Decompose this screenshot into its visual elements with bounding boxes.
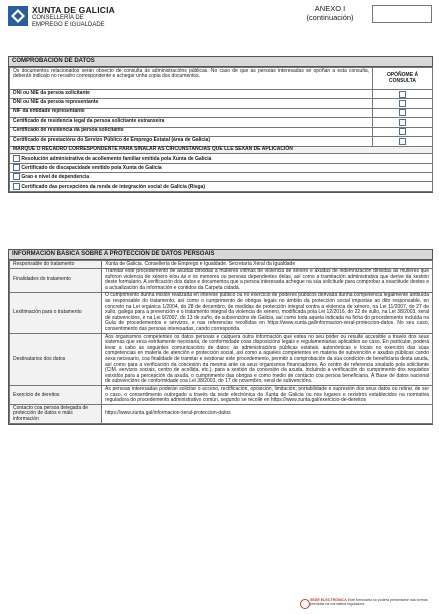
xunta-logo (8, 6, 28, 26)
opposition-checkbox[interactable] (399, 109, 406, 116)
row-text: Aos organismos competentes os datos persoais e calquera outra información que estea no seu poder ou resulte accesible a través dos seus sistemas que sexa estritamente necesaria, de conformidade coas disposicións legais e regulamentarias aplicables ao caso. En particular, poderá levar a cabo as seguintes comunicacións de datos: ás administracións públicas estatais, autonómicas e locais no exercicio das súas competencias en materia de atención e protección social, así como a aqueles competentes en materia de subvención e axudas públicas cando sexa necesario, coa finalidade de tramitar e xestionar este procedemento, permitir a comprobación da súa condición de beneficiaria desta axuda, así como para a verificación da concesión da mesma ante os seus organismos financiadores. Ao centro de referencia sinalado pola solicitante (CIM, servizos sociais, centro de acollida, etc.), para a xestión da concesión da axuda, incluíndo a verificación do cumprimento dos requisitos exixidos para a percepción da axuda, o cumprimento das obrigas e como medio de contacto coa persoa beneficiaria. Á Base de datos nacional de subvencións de conformidade coa Lei 38/2003, do 17 de novembro, xeral de subvencións. (102, 334, 433, 386)
data-check-section (8, 56, 433, 193)
data-protection-table (9, 260, 433, 424)
doc-item-label: NIF da entidade representante (10, 108, 373, 117)
circumstance-item (10, 172, 433, 181)
sede-label: SEDE ELECTRÓNICA (310, 598, 347, 602)
annex-heading (290, 4, 370, 22)
circumstance-label: Resolución administrativa de acollemento familiar emitida pola Xunta de Galicia (21, 155, 212, 162)
table-row (10, 108, 433, 117)
circumstance-item (10, 182, 433, 191)
row-text: https://www.xunta.gal/informacion-xeral-proteccion-datos (102, 405, 433, 424)
opposition-checkbox-cell (373, 99, 433, 108)
footer-note-text: Este formulario só poderá presentarse nas formas previstas na normativa reguladora (310, 598, 428, 607)
row-text: Xunta de Galicia. Consellería de Emprego e Igualdade. Secretaría Xeral da Igualdade (102, 261, 433, 269)
opposition-checkbox[interactable] (399, 91, 406, 98)
list-item (10, 154, 433, 163)
circumstances-header-row (10, 146, 433, 154)
data-check-title: COMPROBACIÓN DE DATOS (9, 57, 432, 67)
annex-subtitle: (continuación) (306, 13, 354, 22)
table-row (10, 386, 433, 405)
circumstance-checkbox[interactable] (13, 155, 20, 162)
row-label: Destinatarios dos datos (10, 334, 102, 386)
table-row (10, 118, 433, 127)
table-row (10, 261, 433, 269)
table-row (10, 127, 433, 136)
opposition-header: OPÓÑOME Á CONSULTA (373, 68, 433, 90)
table-row (10, 99, 433, 108)
opposition-checkbox-cell (373, 127, 433, 136)
list-item (10, 163, 433, 172)
opposition-checkbox[interactable] (399, 119, 406, 126)
circumstance-label: Certificado de discapacidade emitido pola Xunta de Galicia (21, 164, 162, 171)
doc-item-label: Certificado de prestacións do Servizo Público de Emprego Estatal (área de Galicia) (10, 137, 373, 146)
circumstance-checkbox[interactable] (13, 173, 20, 180)
table-row (10, 334, 433, 386)
doc-item-label: Certificado de residencia legal da persoa solicitante estranxeira (10, 118, 373, 127)
circumstances-header: MARQUE O RECADRO CORRESPONDENTE PARA SINALAR AS CIRCUNSTANCIAS QUE LLE SEXAN DE APLICACIÓN (10, 146, 433, 154)
data-protection-section (8, 249, 433, 425)
row-label: Contacto coa persoa delegada de protección de datos e máis información (10, 405, 102, 424)
circumstance-item (10, 154, 433, 163)
row-text: Tramitar este procedemento de axudas dirixidas a mulleres vítimas de violencia de xénero e axudas de indemnización dirixidas ás mulleres que sufriron violencia de xénero e/ou ás e os menores ou persoas dependentes delas, así como a tramitación administrativa que derive da xestión deste formulario. A verificación dos datos e documentos que a persoa interesada achegue na súa solicitude para comprobar a exactitude destes e a actualización da información e contidos da Carpeta cidadá. (102, 268, 433, 292)
annex-title: ANEXO I (314, 4, 346, 13)
opposition-checkbox-cell (373, 118, 433, 127)
row-label: Exercicio de dereitos (10, 386, 102, 405)
footer-note (310, 598, 432, 606)
row-label: Lexitimación para o tratamento (10, 292, 102, 333)
table-row (10, 90, 433, 99)
list-item (10, 182, 433, 191)
org-dept-line-1: CONSELLERÍA DE (32, 15, 84, 21)
data-check-intro: Os documentos relacionados serán obxecto de consulta ás administracións públicas. No caso de que as persoas interesadas se opoñan a esta consulta, deberán indicalo no recadro correspondente e achegar unha copia dos documentos. (10, 68, 373, 90)
org-name: XUNTA DE GALICIA (32, 5, 116, 15)
row-text: O cumprimento dunha misión realizada en interese público ou no exercicio de poderes públicos derivada dunha competencia legalmente atribuída ao responsable do tratamento, así como o cumprimento de obrigas legais no ámbito da protección social impostas ao dito responsable, en concreto na Lei orgánica 1/2004, do 28 de decembro, de medidas de protección integral contra a violencia de xénero, na Lei 11/2007, do 27 de xullo, galega para a prevención e o tratamento integral da violencia de xénero, modificada pola Lei 12/2016, do 22 de xullo, na Lei 38/2003, xeral de subvencións, e na Lei 9/2007, do 13 de xuño, de subvencións de Galicia, así como toda aquela indicada na ficha do procedemento incluída na Guía de procedementos e servizos, e nas referencias recollidas en https://www.xunta.gal/informacion-xeral-proteccion-datos. No seu caso, consentimento das persoas interesadas, cando corresponda. (102, 292, 433, 333)
opposition-checkbox[interactable] (399, 128, 406, 135)
org-department (32, 15, 105, 28)
opposition-checkbox[interactable] (399, 100, 406, 107)
opposition-checkbox-cell (373, 90, 433, 99)
data-protection-title: INFORMACIÓN BÁSICA SOBRE A PROTECCIÓN DE DATOS PERSOAIS (9, 250, 432, 260)
doc-item-label: DNI ou NIE da persoa solicitante (10, 90, 373, 99)
circumstance-checkbox[interactable] (13, 164, 20, 171)
org-dept-line-2: EMPREGO E IGUALDADE (32, 21, 105, 28)
table-row (10, 405, 433, 424)
row-label: Finalidades do tratamento (10, 268, 102, 292)
data-check-intro-row (10, 68, 433, 90)
row-text: As persoas interesadas poderán solicitar o acceso, rectificación, oposición, limitación, portabilidade e supresión dos seus datos ou retirar, de ser o caso, o consentimento outorgado a través da sede electrónica da Xunta de Galicia ou nos lugares e rexistros establecidos na normativa reguladora do procedemento administrativo común, segundo se recolle en https://www.xunta.gal/exercicio-de-dereitos (102, 386, 433, 405)
table-row (10, 292, 433, 333)
sede-electronica-icon (300, 599, 310, 609)
circumstance-label: Certificado das percepcións da renda de integración social de Galicia (Risga) (21, 183, 206, 190)
data-check-table (9, 67, 433, 192)
opposition-checkbox-cell (373, 108, 433, 117)
circumstance-item (10, 163, 433, 172)
opposition-checkbox[interactable] (399, 138, 406, 145)
circumstance-label: Grao e nivel de dependencia (21, 174, 90, 181)
opposition-checkbox-cell (373, 137, 433, 146)
list-item (10, 172, 433, 181)
circumstance-checkbox[interactable] (13, 183, 20, 190)
table-row (10, 268, 433, 292)
table-row (10, 137, 433, 146)
doc-item-label: DNI ou NIE da persoa representante (10, 99, 373, 108)
doc-item-label: Certificado de residencia da persoa solicitante (10, 127, 373, 136)
row-label: Responsable do tratamento (10, 261, 102, 269)
document-code-box (372, 5, 432, 23)
